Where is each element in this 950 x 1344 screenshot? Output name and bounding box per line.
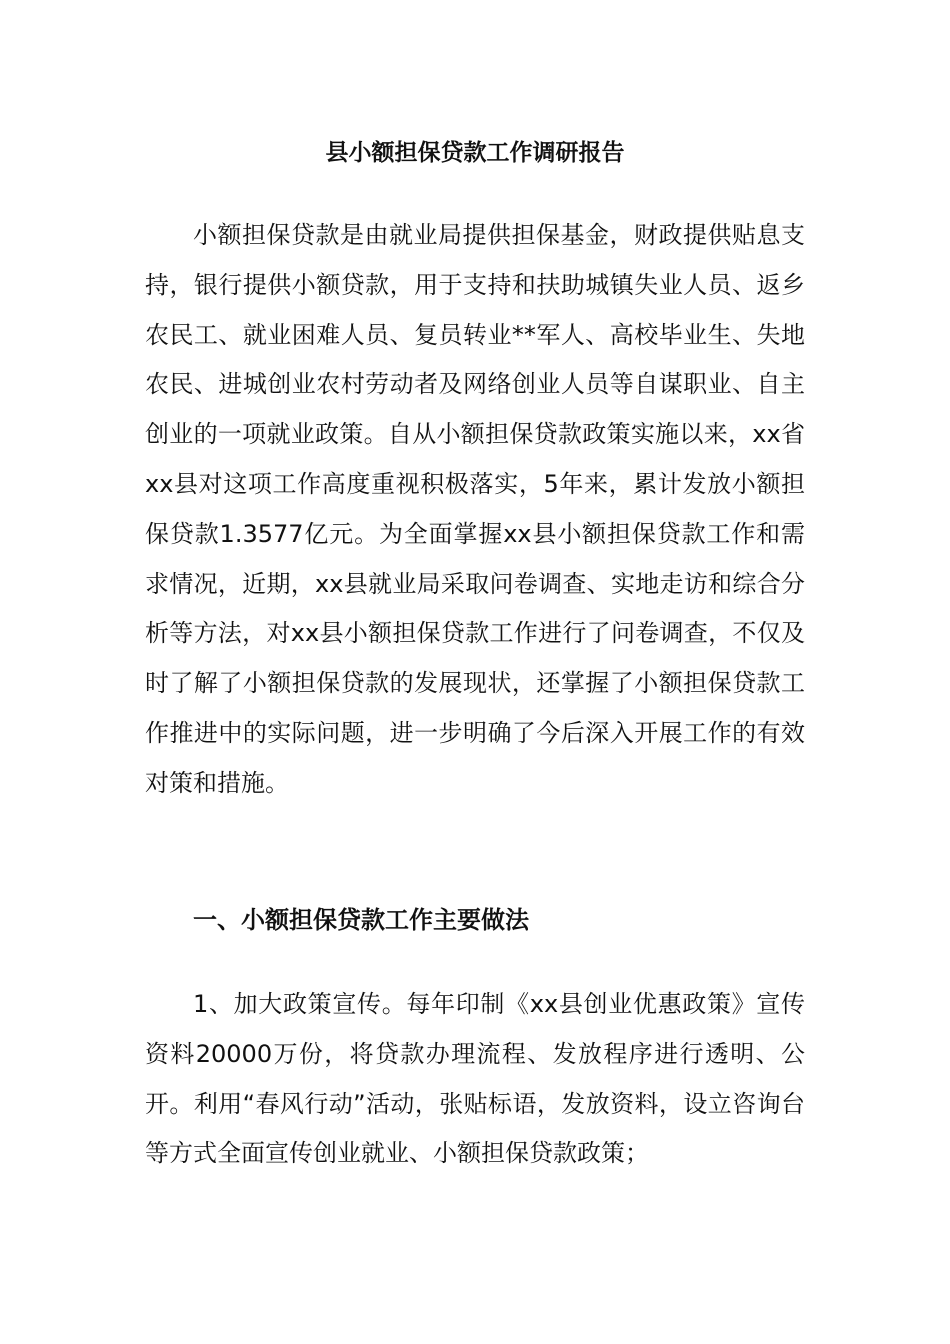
section-heading: 一、小额担保贷款工作主要做法 xyxy=(193,906,529,934)
body-paragraph: 1、加大政策宣传。每年印制《xx县创业优惠政策》宣传资料20000万份，将贷款办理流程、发放程序进行透明、公开。利用“春风行动”活动，张贴标语，发放资料，设立咨询台等方式全面宣传创业就业、小额担保贷款政策； xyxy=(145,990,805,1168)
document-title: 县小额担保贷款工作调研报告 xyxy=(325,140,625,166)
intro-paragraph: 小额担保贷款是由就业局提供担保基金，财政提供贴息支持，银行提供小额贷款，用于支持和扶助城镇失业人员、返乡农民工、就业困难人员、复员转业**军人、高校毕业生、失地农民、进城创业农村劳动者及网络创业人员等自谋职业、自主创业的一项就业政策。自从小额担保贷款政策实施以来，xx省xx县对这项工作高度重视积极落实，5年来，累计发放小额担保贷款1.3577亿元。为全面掌握xx县小额担保贷款工作和需求情况，近期，xx县就业局采取问卷调查、实地走访和综合分析等方法，对xx县小额担保贷款工作进行了问卷调查，不仅及时了解了小额担保贷款的发展现状，还掌握了小额担保贷款工作推进中的实际问题，进一步明确了今后深入开展工作的有效对策和措施。 xyxy=(145,221,805,797)
